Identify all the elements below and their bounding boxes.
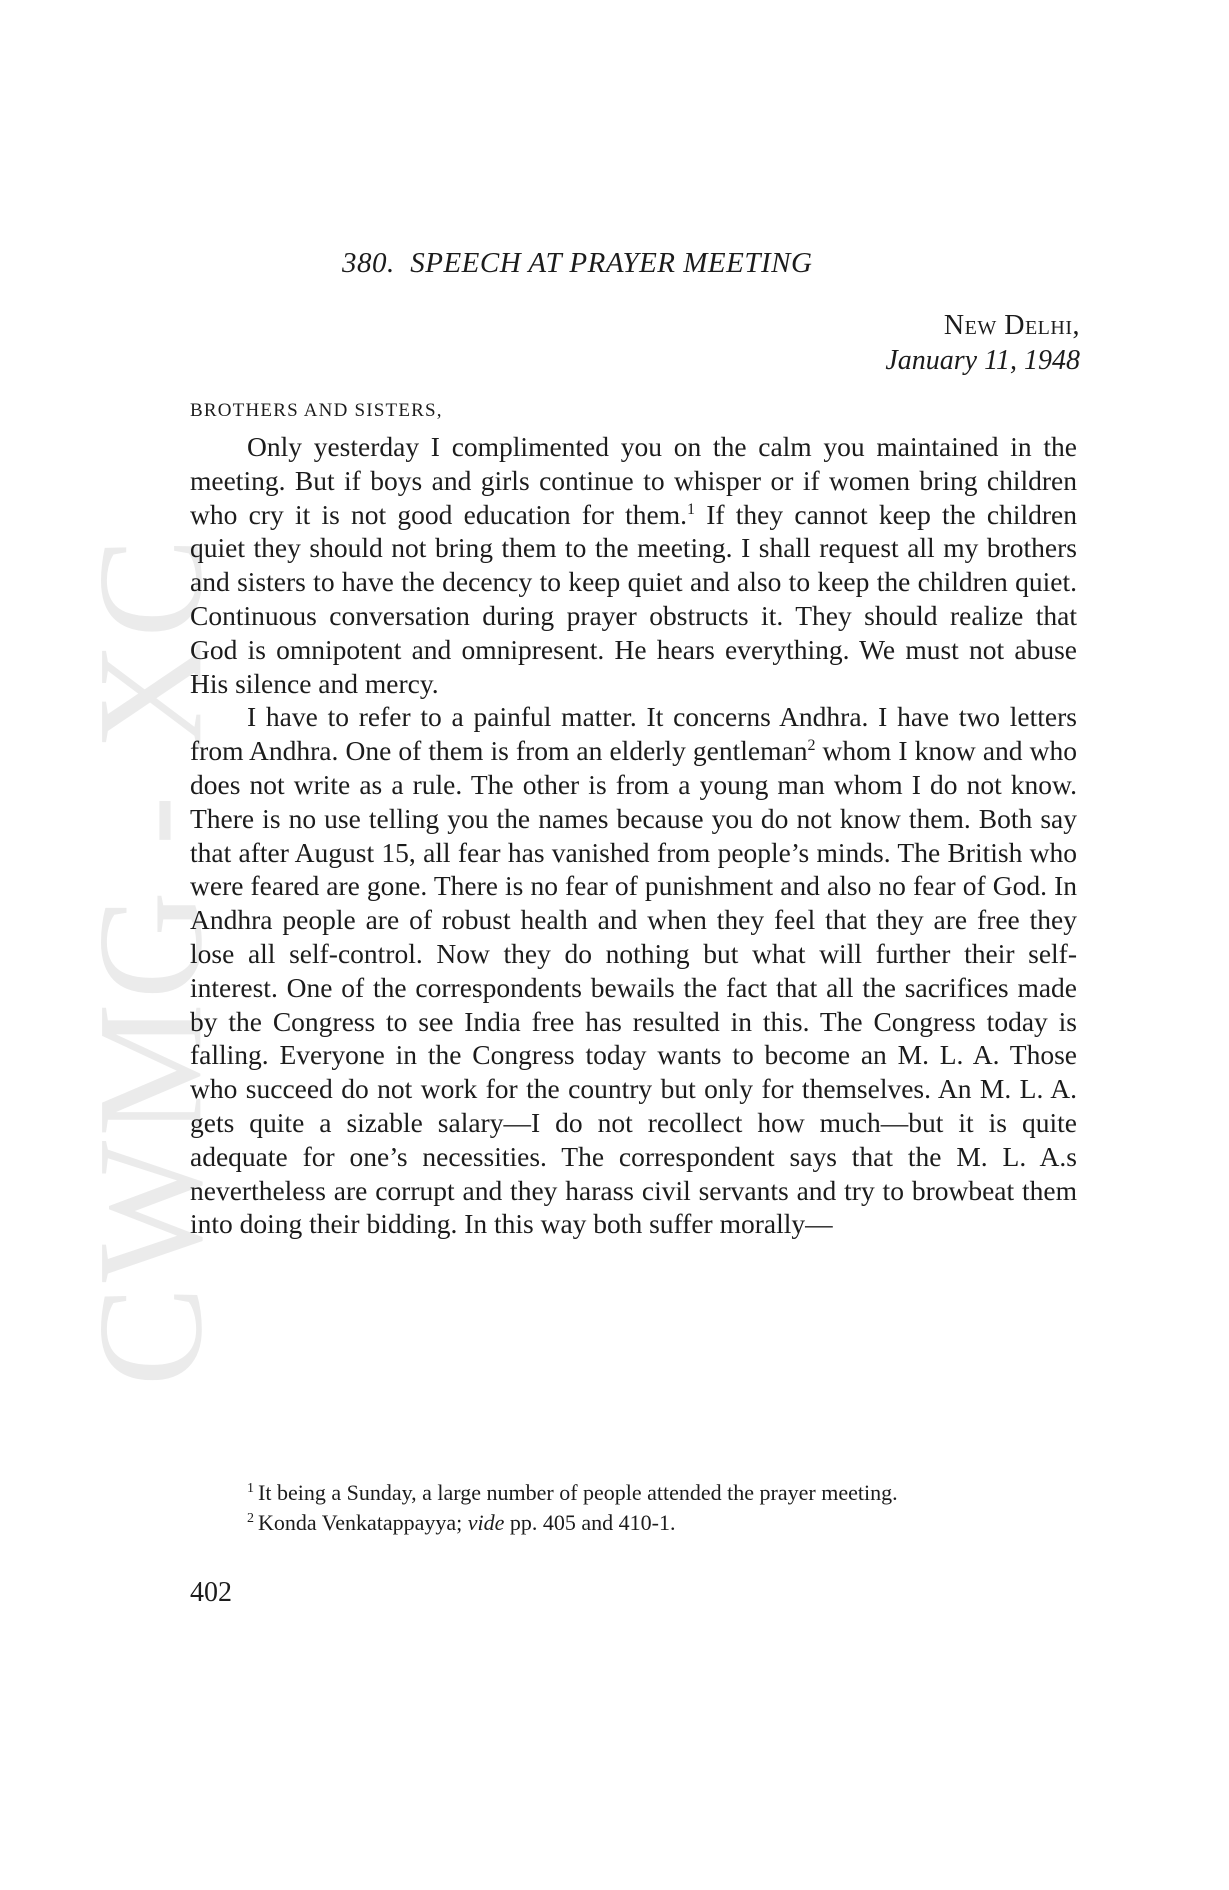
paragraph-2-text-a: I have to refer to a painful matter. It concerns Andhra. I have two letters from Andhra. One of them is from an elderly gentleman <box>190 701 1077 767</box>
heading-title: SPEECH AT PRAYER MEETING <box>410 247 813 279</box>
paragraph-1 <box>190 430 1077 700</box>
date-line: January 11, 1948 <box>885 345 1080 376</box>
paragraph-2 <box>190 700 1077 1241</box>
speech-body <box>190 430 1077 1241</box>
heading-number: 380. <box>342 247 395 279</box>
footnote-2-italic: vide <box>467 1510 505 1535</box>
footnote-2 <box>190 1508 1080 1538</box>
paragraph-1-text-b: If they cannot keep the children quiet they should not bring them to the meeting. I shall request all my brothers and sisters to have the decency to keep quiet and also to keep the children quiet. Continuous conversation during prayer obstructs it. They should realize that God is omnipotent and omnipresent. He hears everything. We must not abuse His silence and mercy. <box>190 498 1077 699</box>
watermark-text: CWMG - XC <box>67 533 233 1387</box>
footnotes <box>190 1478 1080 1538</box>
footnote-2-mark: 2 <box>247 1510 254 1526</box>
watermark <box>67 510 233 1410</box>
footnote-1-text: It being a Sunday, a large number of people attended the prayer meeting. <box>258 1480 898 1505</box>
footnote-1 <box>190 1478 1080 1508</box>
page-number: 402 <box>190 1577 232 1608</box>
salutation: BROTHERS AND SISTERS, <box>190 400 443 421</box>
paragraph-1-text-a: Only yesterday I complimented you on the calm you maintained in the meeting. But if boys and girls continue to whisper or if women bring children who cry it is not good education for them. <box>190 431 1077 530</box>
footnote-2-text-a: Konda Venkatappayya; <box>258 1510 468 1535</box>
footnote-1-mark: 1 <box>247 1480 254 1496</box>
paragraph-2-text-b: whom I know and who does not write as a rule. The other is from a young man whom I do not know. There is no use telling you the names because you do not know them. Both say that after August 15, all fear has vanished from people’s minds. The British who were feared are gone. There is no fear of punishment and also no fear of God. In Andhra people are of robust health and when they feel that they are free they lose all self-control. Now they do nothing but what will further their self-interest. One of the correspondents bewails the fact that all the sacrifices made by the Congress to see India free has resulted in this. The Congress today is falling. Everyone in the Congress today wants to become an M. L. A. Those who succeed do not work for the country but only for themselves. An M. L. A. gets quite a sizable salary—I do not recollect how much—but it is quite adequate for one’s necessities. The correspondent says that the M. L. A.s nevertheless are corrupt and they harass civil servants and try to browbeat them into doing their bidding. In this way both suffer morally— <box>190 735 1077 1240</box>
page-heading <box>342 247 812 280</box>
place-line: New Delhi, <box>943 310 1080 341</box>
footnote-ref-2: 2 <box>807 737 816 755</box>
footnote-2-text-b: pp. 405 and 410-1. <box>504 1510 676 1535</box>
footnote-ref-1: 1 <box>686 500 695 518</box>
